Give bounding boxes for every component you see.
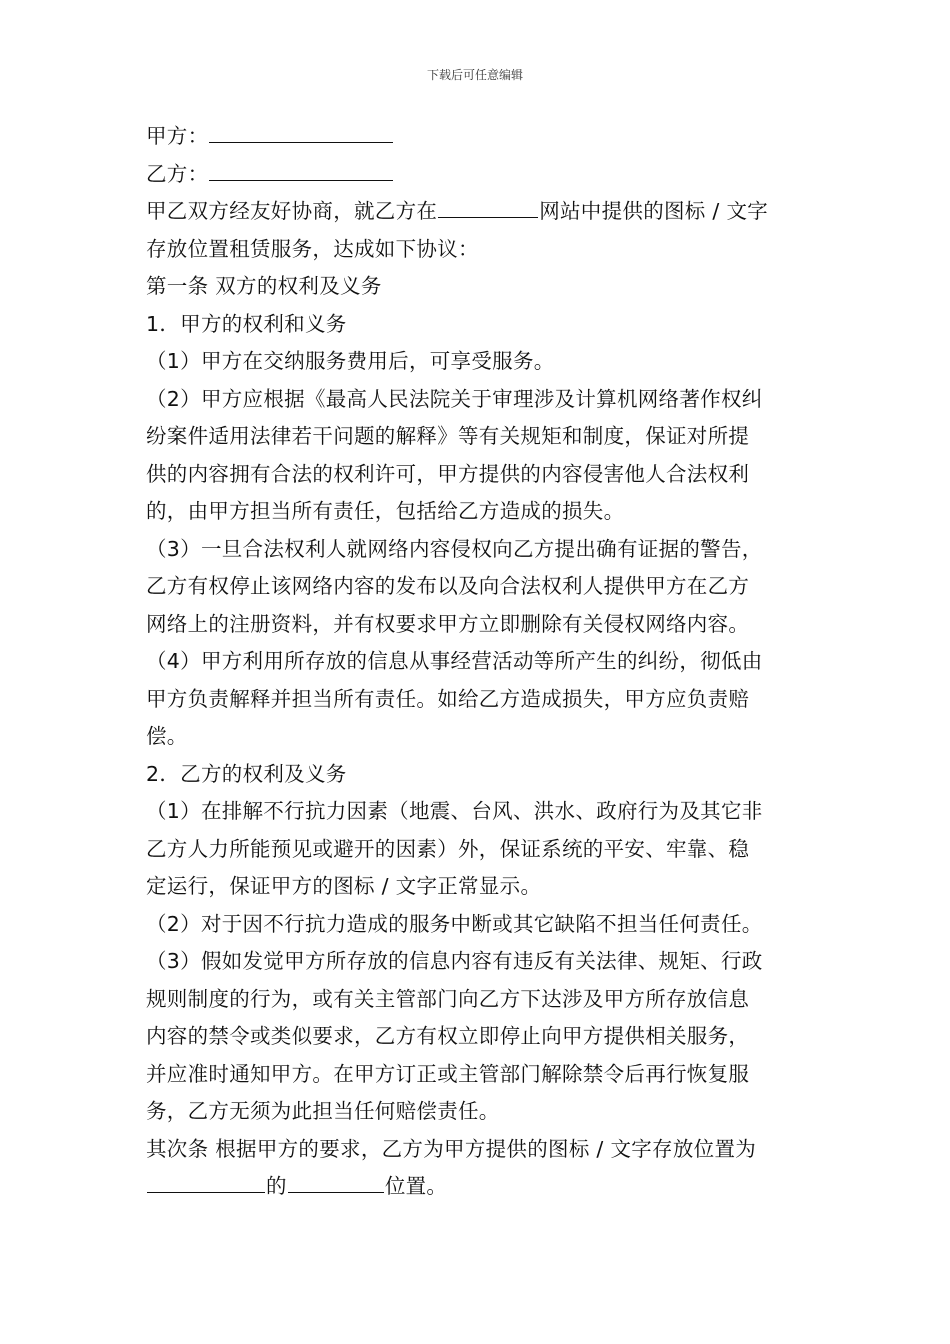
party-b-blank[interactable]	[209, 158, 393, 181]
position-blank-1[interactable]	[147, 1170, 265, 1193]
intro-line-1	[146, 193, 810, 231]
clause-b2-line-1: （2）对于因不行抗力造成的服务中断或其它缺陷不担当任何责任。	[146, 911, 763, 936]
clause-a4-line-2: 甲方负责解释并担当所有责任。如给乙方造成损失，甲方应负责赔	[146, 686, 750, 711]
position-blank-2[interactable]	[288, 1170, 384, 1193]
article-2-end: 位置。	[384, 1174, 448, 1198]
clause-a2-line-3: 供的内容拥有合法的权利许可，甲方提供的内容侵害他人合法权利	[146, 461, 750, 486]
website-blank[interactable]	[438, 195, 538, 218]
clause-a3-line-1: （3）一旦合法权利人就网络内容侵权向乙方提出确有证据的警告，	[146, 536, 763, 561]
clause-a4-line-1: （4）甲方利用所存放的信息从事经营活动等所产生的纠纷，彻低由	[146, 649, 763, 673]
intro-line-2: 存放位置租赁服务，达成如下协议：	[146, 236, 479, 261]
party-b-label: 乙方：	[146, 161, 209, 186]
page-header: 下载后可任意编辑	[426, 68, 523, 82]
article-2-mid: 的	[266, 1174, 287, 1198]
clause-a2-line-4: 的，由甲方担当所有责任，包括给乙方造成的损失。	[146, 499, 625, 523]
clause-b3-line-2: 规则制度的行为，或有关主管部门向乙方下达涉及甲方所存放信息	[146, 986, 750, 1011]
intro-text-2: 网站中提供的图标 / 文字	[539, 199, 769, 223]
article-2-line-1: 其次条 根据甲方的要求，乙方为甲方提供的图标 / 文字存放位置为	[146, 1136, 757, 1161]
party-a-blank[interactable]	[209, 120, 393, 143]
intro-text-1: 甲乙双方经友好协商，就乙方在	[146, 199, 438, 223]
clause-b1-line-1: （1）在排解不行抗力因素（地震、台风、洪水、政府行为及其它非	[146, 799, 763, 823]
clause-b1-line-2: 乙方人力所能预见或避开的因素）外，保证系统的平安、牢靠、稳	[146, 836, 750, 861]
clause-b3-line-1: （3）假如发觉甲方所存放的信息内容有违反有关法律、规矩、行政	[146, 949, 763, 973]
clause-a3-line-2: 乙方有权停止该网络内容的发布以及向合法权利人提供甲方在乙方	[146, 574, 750, 598]
contract-body	[146, 118, 810, 1206]
party-a-line	[146, 118, 810, 156]
clause-b3-line-3: 内容的禁令或类似要求，乙方有权立即停止向甲方提供相关服务，	[146, 1024, 750, 1048]
clause-a2-line-1: （2）甲方应根据《最高人民法院关于审理涉及计算机网络著作权纠	[146, 386, 763, 411]
clause-a4-line-3: 偿。	[146, 724, 188, 748]
party-b-line	[146, 156, 810, 194]
party-a-label: 甲方：	[146, 124, 209, 148]
clause-b3-line-5: 务，乙方无须为此担当任何赔偿责任。	[146, 1099, 500, 1123]
clause-b1-line-3: 定运行，保证甲方的图标 / 文字正常显示。	[146, 874, 542, 898]
clause-b3-line-4: 并应准时通知甲方。在甲方订正或主管部门解除禁令后再行恢复服	[146, 1061, 750, 1086]
clause-a1-line-1: （1）甲方在交纳服务费用后，可享受服务。	[146, 349, 555, 373]
section-2-title: 2．乙方的权利及义务	[146, 761, 347, 786]
clause-a3-line-3: 网络上的注册资料，并有权要求甲方立即删除有关侵权网络内容。	[146, 611, 750, 636]
clause-a2-line-2: 纷案件适用法律若干问题的解释》等有关规矩和制度，保证对所提	[146, 424, 750, 448]
article-1-title: 第一条 双方的权利及义务	[146, 274, 382, 298]
section-1-title: 1．甲方的权利和义务	[146, 311, 347, 336]
article-2-line-2	[146, 1168, 810, 1206]
